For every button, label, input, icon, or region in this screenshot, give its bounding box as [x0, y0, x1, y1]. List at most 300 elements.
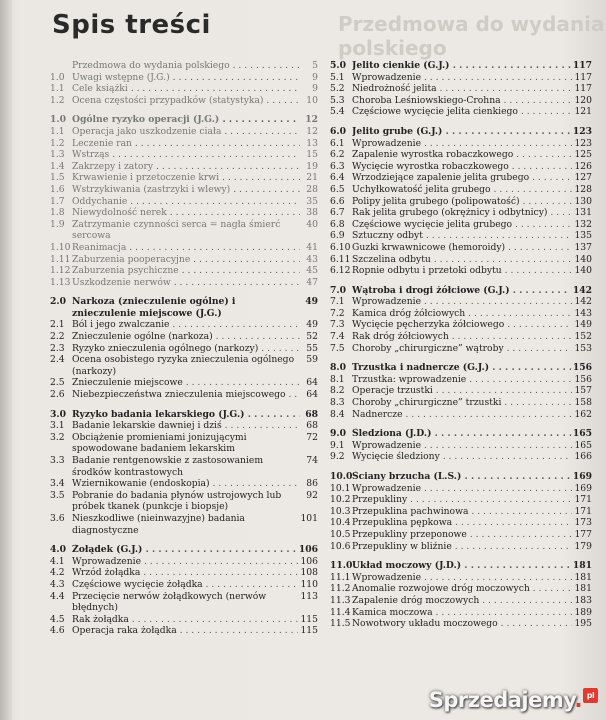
toc-entry-title: Ściany brzucha (L.S.) . . . — [352, 471, 571, 483]
toc-entry-title: Zapalenie dróg moczowych . . . — [352, 595, 572, 607]
toc-entry-title: Nieszkodliwe (nieinwazyjne) badania diagnostyczne — [72, 512, 245, 536]
toc-entry-number: 10.0 — [330, 471, 353, 482]
toc-entry — [50, 254, 318, 266]
toc-entry-number: 1.8 — [50, 207, 65, 219]
toc-entry-page: 126 — [574, 160, 592, 172]
toc-chapter-heading — [330, 60, 592, 72]
toc-entry-title: Niewydolność nerek . . . — [72, 207, 300, 219]
toc-entry-title: Przepuklina pępkowa . . . — [352, 517, 572, 529]
toc-entry — [50, 579, 318, 591]
toc-right-column — [330, 60, 592, 638]
toc-entry-title: Znieczulenie miejscowe . . . — [72, 377, 300, 389]
toc-entry — [50, 83, 318, 95]
toc-entry — [50, 161, 318, 173]
toc-entry-number: 5.1 — [330, 71, 345, 83]
toc-entry-page: 49 — [305, 296, 318, 308]
toc-entry-title: Zatrzymanie czynności serca = nagła śmierć sercowa — [72, 218, 281, 242]
toc-entry-page: 35 — [306, 195, 318, 207]
toc-entry — [50, 277, 318, 289]
toc-entry — [50, 196, 318, 208]
toc-entry-number: 4.0 — [50, 544, 66, 556]
toc-entry-page: 21 — [306, 172, 318, 184]
toc-entry-title: Narkoza (znieczulenie ogólne) i znieczulenie miejscowe (J.G.) — [72, 296, 236, 319]
watermark-brand: Sprzedajemy — [428, 688, 575, 712]
toc-entry-title: Przepukliny przeponowe . . . — [352, 529, 572, 541]
toc-entry-title: Częściowe wycięcie żołądka . . . — [72, 579, 298, 591]
toc-entry-page: 166 — [574, 451, 592, 463]
toc-entry-title: Badanie lekarskie dawniej i dziś . . . — [72, 420, 300, 432]
toc-entry-page: 165 — [572, 428, 592, 440]
toc-entry-page: 158 — [574, 397, 592, 409]
toc-entry-page: 152 — [574, 331, 592, 343]
toc-entry-page: 179 — [574, 540, 592, 552]
toc-entry-title: Pobranie do badania płynów ustrojowych lub próbek tkanek (punkcje i biopsje) — [72, 489, 282, 513]
toc-entry-number: 4.1 — [50, 555, 65, 567]
toc-entry — [50, 377, 318, 389]
toc-entry — [50, 420, 318, 432]
toc-chapter-heading — [330, 560, 592, 572]
toc-entry-number: 10.6 — [330, 540, 351, 552]
toc-entry-title: Śledziona (J.D.) . . . — [352, 428, 571, 440]
toc-entry-title: Leczenie ran . . . — [72, 138, 300, 150]
ghost-header: Przedmowa do wydania polskiego — [338, 12, 605, 60]
toc-entry-page: 12 — [306, 125, 318, 137]
toc-entry — [330, 494, 592, 506]
toc-entry-page: 28 — [306, 183, 318, 195]
toc-entry-title: Choroby „chirurgiczne” wątroby . . . — [352, 343, 572, 355]
toc-entry-page: 38 — [306, 207, 318, 219]
toc-entry — [50, 149, 318, 161]
toc-entry-number: 5.0 — [330, 60, 346, 71]
toc-entry-page: 64 — [306, 389, 318, 401]
toc-entry — [50, 556, 318, 568]
toc-entry-page: 123 — [574, 137, 592, 149]
toc-entry-title: Przepukliny w bliźnie . . . — [352, 541, 572, 553]
toc-entry-number: 3.3 — [50, 455, 65, 466]
toc-entry-page: 101 — [300, 512, 318, 524]
toc-entry-title: Uwagi wstępne (J.G.) . . . — [72, 72, 300, 84]
toc-entry-number: 2.6 — [50, 389, 65, 401]
toc-entry-page: 117 — [574, 83, 592, 95]
toc-entry — [330, 161, 592, 173]
toc-entry-page: 181 — [574, 571, 592, 583]
toc-entry-page: 181 — [574, 583, 592, 595]
toc-chapter-heading — [330, 126, 592, 138]
toc-entry-title: Nowotwory układu moczowego . . . — [352, 618, 572, 630]
toc-entry-number: 11.4 — [330, 606, 351, 618]
toc-entry-number: 6.7 — [330, 207, 345, 219]
toc-entry-page: 131 — [574, 207, 592, 219]
toc-entry — [330, 242, 592, 254]
toc-entry — [50, 207, 318, 219]
toc-chapter-heading — [330, 285, 592, 297]
toc-entry-title: Wstrzykiwania (zastrzyki i wlewy) . . . — [72, 184, 300, 196]
toc-entry-page: 157 — [574, 385, 592, 397]
toc-entry-number: 10.4 — [330, 517, 351, 529]
toc-entry — [330, 138, 592, 150]
toc-entry — [330, 106, 592, 118]
toc-entry-title: Zaburzenia psychiczne . . . — [72, 265, 300, 277]
toc-entry-page: 173 — [574, 517, 592, 529]
toc-entry-number: 6.5 — [330, 183, 345, 195]
toc-entry-number: 9.2 — [330, 451, 345, 463]
toc-entry-page: 9 — [312, 71, 318, 83]
toc-entry — [330, 83, 592, 95]
toc-entry-number: 1.13 — [50, 276, 71, 288]
toc-entry-title: Choroba Leśniowskiego-Crohna . . . — [352, 95, 572, 107]
toc-entry — [330, 184, 592, 196]
toc-entry-number: 7.3 — [330, 319, 345, 331]
toc-entry — [50, 242, 318, 254]
toc-entry-title: Rak żołądka . . . — [72, 614, 298, 626]
toc-entry-page: 106 — [300, 555, 318, 567]
toc-section — [50, 60, 318, 106]
toc-entry-title: Przedmowa do wydania polskiego . . . — [72, 60, 300, 72]
toc-entry-number: 1.3 — [50, 149, 65, 161]
toc-entry-page: 10 — [306, 94, 318, 106]
toc-entry — [330, 265, 592, 277]
toc-entry-number: 2.3 — [50, 342, 65, 354]
toc-entry-title: Kamica moczowa . . . — [352, 607, 572, 619]
toc-entry-page: 169 — [574, 482, 592, 494]
toc-entry-page: 125 — [574, 149, 592, 161]
toc-entry — [330, 583, 592, 595]
toc-entry-page: 149 — [574, 319, 592, 331]
toc-entry — [330, 230, 592, 242]
toc-entry-number: 11.5 — [330, 618, 351, 630]
toc-entry-title: Trzustka i nadnercze (G.J.) . . . — [352, 362, 571, 374]
toc-entry-title: Wziernikowanie (endoskopia) . . . — [72, 478, 300, 490]
toc-entry-number: 1.7 — [50, 195, 65, 207]
toc-entry — [50, 490, 318, 513]
toc-entry-number: 6.1 — [330, 137, 345, 149]
toc-entry-page: 12 — [305, 114, 318, 126]
toc-entry-number: 1.12 — [50, 265, 71, 277]
toc-entry — [50, 354, 318, 377]
toc-section — [330, 126, 592, 277]
toc-entry — [50, 614, 318, 626]
toc-entry-number: 7.1 — [330, 296, 345, 308]
toc-section — [330, 285, 592, 355]
toc-entry — [330, 308, 592, 320]
toc-chapter-heading — [50, 114, 318, 126]
toc-entry-title: Operacja raka żołądka . . . — [72, 625, 298, 637]
toc-entry-number: 11.3 — [330, 594, 351, 606]
toc-entry-number: 6.8 — [330, 218, 345, 230]
toc-entry-number: 10.5 — [330, 528, 351, 540]
toc-entry — [330, 207, 592, 219]
toc-entry-title: Wprowadzenie . . . — [352, 296, 572, 308]
toc-entry-title: Ból i jego zwalczanie . . . — [72, 319, 300, 331]
toc-entry — [50, 265, 318, 277]
toc-entry-page: 72 — [306, 431, 318, 443]
toc-entry-title: Znieczulenie ogólne (narkoza) . . . — [72, 331, 300, 343]
watermark-tld: pl — [583, 688, 598, 703]
toc-section — [330, 560, 592, 630]
toc-entry-number: 3.6 — [50, 512, 65, 524]
toc-entry-page: 115 — [300, 613, 318, 625]
toc-entry-page: 181 — [572, 560, 592, 572]
toc-entry-title: Wprowadzenie . . . — [352, 483, 572, 495]
page-edge — [0, 0, 12, 720]
toc-entry — [50, 567, 318, 579]
toc-entry-page: 127 — [574, 172, 592, 184]
toc-entry-number: 1.11 — [50, 253, 71, 265]
toc-entry-page: 43 — [306, 253, 318, 265]
toc-entry — [50, 319, 318, 331]
toc-entry-number: 3.0 — [50, 408, 66, 420]
toc-entry — [50, 184, 318, 196]
toc-entry — [330, 219, 592, 231]
toc-entry-number: 11.0 — [330, 560, 353, 572]
toc-entry-page: 13 — [306, 137, 318, 149]
toc-entry-page: 189 — [574, 606, 592, 618]
toc-entry — [330, 72, 592, 84]
toc-entry-title: Wycięcie wyrostka robaczkowego . . . — [352, 161, 572, 173]
toc-chapter-heading — [330, 471, 592, 483]
toc-entry — [330, 385, 592, 397]
toc-entry-number: 10.2 — [330, 494, 351, 506]
toc-entry — [50, 219, 318, 242]
toc-entry-page: 19 — [306, 160, 318, 172]
toc-entry-number: 1.2 — [50, 137, 65, 149]
toc-chapter-heading — [50, 409, 318, 421]
toc-entry — [330, 595, 592, 607]
toc-entry-title: Badanie rentgenowskie z zastosowaniem środków kontrastowych — [72, 455, 264, 478]
toc-entry-number: 7.0 — [330, 284, 346, 296]
toc-entry-number: 5.4 — [330, 106, 345, 118]
toc-entry — [50, 95, 318, 107]
toc-entry-title: Wprowadzenie . . . — [352, 72, 572, 84]
toc-entry-title: Sztuczny odbyt . . . — [352, 230, 572, 242]
toc-entry — [50, 331, 318, 343]
toc-entry — [330, 172, 592, 184]
toc-entry — [50, 591, 318, 614]
toc-entry-number: 4.2 — [50, 567, 65, 579]
toc-entry-number: 2.5 — [50, 377, 65, 389]
toc-entry-title: Choroby „chirurgiczne” trzustki . . . — [352, 397, 572, 409]
toc-entry-title: Reanimacja . . . — [72, 242, 300, 254]
toc-entry-title: Jelito grube (G.J.) . . . — [352, 126, 571, 138]
toc-entry — [330, 451, 592, 463]
toc-entry-title: Wprowadzenie . . . — [352, 440, 572, 452]
toc-entry — [50, 432, 318, 455]
toc-entry-page: 156 — [572, 362, 592, 374]
toc-entry-title: Krwawienie i przetoczenie krwi . . . — [72, 172, 300, 184]
toc-entry-page: 110 — [300, 578, 318, 590]
toc-entry-number: 7.2 — [330, 307, 345, 319]
toc-entry-title: Cele książki . . . — [72, 83, 300, 95]
toc-entry-page: 130 — [574, 195, 592, 207]
toc-entry-title: Uszkodzenie nerwów . . . — [72, 277, 300, 289]
toc-entry-title: Wprowadzenie . . . — [352, 138, 572, 150]
toc-entry-page: 162 — [574, 408, 592, 420]
toc-entry-number: 10.3 — [330, 505, 351, 517]
toc-entry-page: 142 — [574, 296, 592, 308]
toc-entry — [330, 541, 592, 553]
toc-entry — [330, 149, 592, 161]
toc-entry-title: Uchyłkowatość jelita grubego . . . — [352, 184, 572, 196]
toc-entry-title: Wrzód żołądka . . . — [72, 567, 298, 579]
toc-entry-title: Anomalie rozwojowe dróg moczowych . . . — [352, 583, 572, 595]
toc-entry-number: 2.2 — [50, 331, 65, 343]
toc-entry-number: 9.0 — [330, 428, 346, 440]
page-title: Spis treści — [52, 10, 211, 40]
toc-chapter-heading — [50, 296, 318, 319]
toc-entry — [50, 172, 318, 184]
toc-entry — [50, 72, 318, 84]
toc-entry-page: 113 — [300, 590, 318, 602]
toc-entry-title: Wycięcie pęcherzyka żółciowego . . . — [352, 319, 572, 331]
toc-entry-number: 7.4 — [330, 331, 345, 343]
toc-entry — [330, 319, 592, 331]
toc-entry — [330, 506, 592, 518]
toc-entry-number: 10.1 — [330, 482, 351, 494]
toc-entry-number: 1.4 — [50, 160, 65, 172]
toc-entry — [330, 331, 592, 343]
toc-entry-title: Operacje trzustki . . . — [352, 385, 572, 397]
toc-entry-title: Szczelina odbytu . . . — [352, 254, 572, 266]
toc-entry-title: Wprowadzenie . . . — [352, 572, 572, 584]
toc-entry-page: 177 — [574, 528, 592, 540]
toc-section — [330, 428, 592, 463]
toc-entry-number: 1.1 — [50, 83, 65, 95]
toc-entry-page: 74 — [306, 455, 318, 466]
toc-entry-number: 1.1 — [50, 125, 65, 137]
toc-entry-number: 8.2 — [330, 385, 345, 397]
toc-entry — [330, 529, 592, 541]
toc-entry-page: 106 — [298, 544, 318, 556]
toc-entry-page: 117 — [574, 71, 592, 83]
toc-entry-number: 1.2 — [50, 94, 65, 106]
toc-entry — [330, 397, 592, 409]
toc-entry-title: Rak jelita grubego (okrężnicy i odbytnicy) . . . — [352, 207, 572, 219]
toc-entry-page: 143 — [574, 307, 592, 319]
toc-entry-page: 41 — [306, 241, 318, 253]
toc-entry-number: 2.4 — [50, 354, 65, 366]
toc-entry-title: Ogólne ryzyko operacji (J.G.) . . . — [72, 114, 300, 126]
toc-entry-page: 137 — [574, 241, 592, 253]
toc-entry-page: 128 — [574, 183, 592, 195]
toc-entry — [330, 483, 592, 495]
toc-entry-page: 49 — [306, 319, 318, 331]
toc-entry-title: Operacja jako uszkodzenie ciała . . . — [72, 126, 300, 138]
toc-chapter-heading — [330, 428, 592, 440]
toc-entry-number: 4.5 — [50, 613, 65, 625]
toc-entry-title: Niebezpieczeństwa znieczulenia miejscowego . . . — [72, 389, 300, 401]
toc-entry-number: 9.1 — [330, 439, 345, 451]
toc-section — [50, 544, 318, 637]
toc-entry-number: 2.1 — [50, 319, 65, 331]
toc-entry — [330, 440, 592, 452]
toc-entry-number: 5.3 — [330, 94, 345, 106]
toc-entry-number: 6.10 — [330, 241, 351, 253]
toc-entry-page: 132 — [574, 218, 592, 230]
toc-entry-title: Ryzyko znieczulenia ogólnego (narkozy) . . . — [72, 343, 300, 355]
toc-entry-page: 86 — [306, 478, 318, 490]
toc-entry-title: Trzustka: wprowadzenie . . . — [352, 374, 572, 386]
toc-entry-number: 2.0 — [50, 296, 66, 308]
toc-entry-page: 140 — [574, 253, 592, 265]
toc-entry-number: 1.0 — [50, 114, 66, 126]
toc-section — [50, 296, 318, 400]
toc-entry-page: 64 — [306, 377, 318, 389]
toc-entry-title: Układ moczowy (J.D.) . . . — [352, 560, 571, 572]
toc-entry-title: Guzki krwawnicowe (hemoroidy) . . . — [352, 242, 572, 254]
toc-entry — [330, 607, 592, 619]
toc-entry-number: 8.3 — [330, 397, 345, 409]
toc-entry-number: 6.3 — [330, 160, 345, 172]
toc-entry-page: 120 — [574, 94, 592, 106]
toc-entry-title: Ocena osobistego ryzyka znieczulenia ogólnego (narkozy) — [72, 354, 295, 377]
toc-entry-number: 3.2 — [50, 431, 65, 443]
toc-entry — [330, 196, 592, 208]
toc-section — [330, 362, 592, 420]
toc-entry — [50, 343, 318, 355]
toc-entry-page: 171 — [574, 505, 592, 517]
toc-entry-title: Ryzyko badania lekarskiego (J.G.) . . . — [72, 409, 300, 421]
toc-entry-title: Wycięcie śledziony . . . — [352, 451, 572, 463]
toc-entry-title: Jelito cienkie (G.J.) . . . — [352, 60, 571, 72]
toc-entry-number: 1.6 — [50, 183, 65, 195]
toc-entry-page: 92 — [306, 489, 318, 501]
toc-entry-page: 142 — [572, 284, 592, 296]
toc-entry-page: 9 — [312, 83, 318, 95]
toc-entry — [330, 343, 592, 355]
toc-entry-number: 1.10 — [50, 241, 71, 253]
toc-entry-page: 123 — [572, 125, 592, 137]
toc-entry-number: 6.9 — [330, 230, 345, 242]
toc-entry — [330, 572, 592, 584]
toc-entry-page: 15 — [306, 149, 318, 161]
toc-entry-title: Zaburzenia pooperacyjne . . . — [72, 254, 300, 266]
toc-entry — [330, 517, 592, 529]
toc-entry-page: 153 — [574, 342, 592, 354]
toc-section — [50, 409, 318, 537]
toc-entry-page: 121 — [574, 106, 592, 118]
toc-entry — [50, 478, 318, 490]
toc-section — [330, 471, 592, 552]
toc-entry-page: 140 — [574, 265, 592, 277]
toc-entry-number: 6.11 — [330, 253, 351, 265]
toc-entry-number: 7.5 — [330, 342, 345, 354]
toc-section — [330, 60, 592, 118]
toc-entry-number: 6.6 — [330, 195, 345, 207]
toc-entry-title: Obciążenie promieniami jonizującymi spowodowane badaniem lekarskim — [72, 431, 247, 455]
toc-entry-title: Zapalenie wyrostka robaczkowego . . . — [352, 149, 572, 161]
toc-entry-number: 8.4 — [330, 408, 345, 420]
toc-entry — [330, 254, 592, 266]
toc-entry-page: 108 — [300, 567, 318, 579]
watermark-dot: . — [574, 688, 582, 712]
toc-entry-number: 11.1 — [330, 571, 351, 583]
toc-entry-page: 47 — [306, 276, 318, 288]
toc-entry-title: Niedrożność jelita . . . — [352, 83, 572, 95]
toc-entry — [330, 409, 592, 421]
toc-entry-title: Ocena częstości przypadków (statystyka) . . . — [72, 95, 300, 107]
toc-entry-number: 4.3 — [50, 578, 65, 590]
toc-entry-title: Przepuklina pachwinowa . . . — [352, 506, 572, 518]
toc-entry-number: 4.4 — [50, 590, 65, 602]
toc-entry-number: 8.1 — [330, 373, 345, 385]
toc-entry-page: 183 — [574, 594, 592, 606]
toc-entry-number: 1.5 — [50, 172, 65, 184]
toc-entry — [50, 126, 318, 138]
toc-entry-number: 8.0 — [330, 362, 346, 374]
toc-left-column — [50, 60, 318, 645]
toc-entry — [50, 625, 318, 637]
toc-entry-number: 3.4 — [50, 478, 65, 490]
